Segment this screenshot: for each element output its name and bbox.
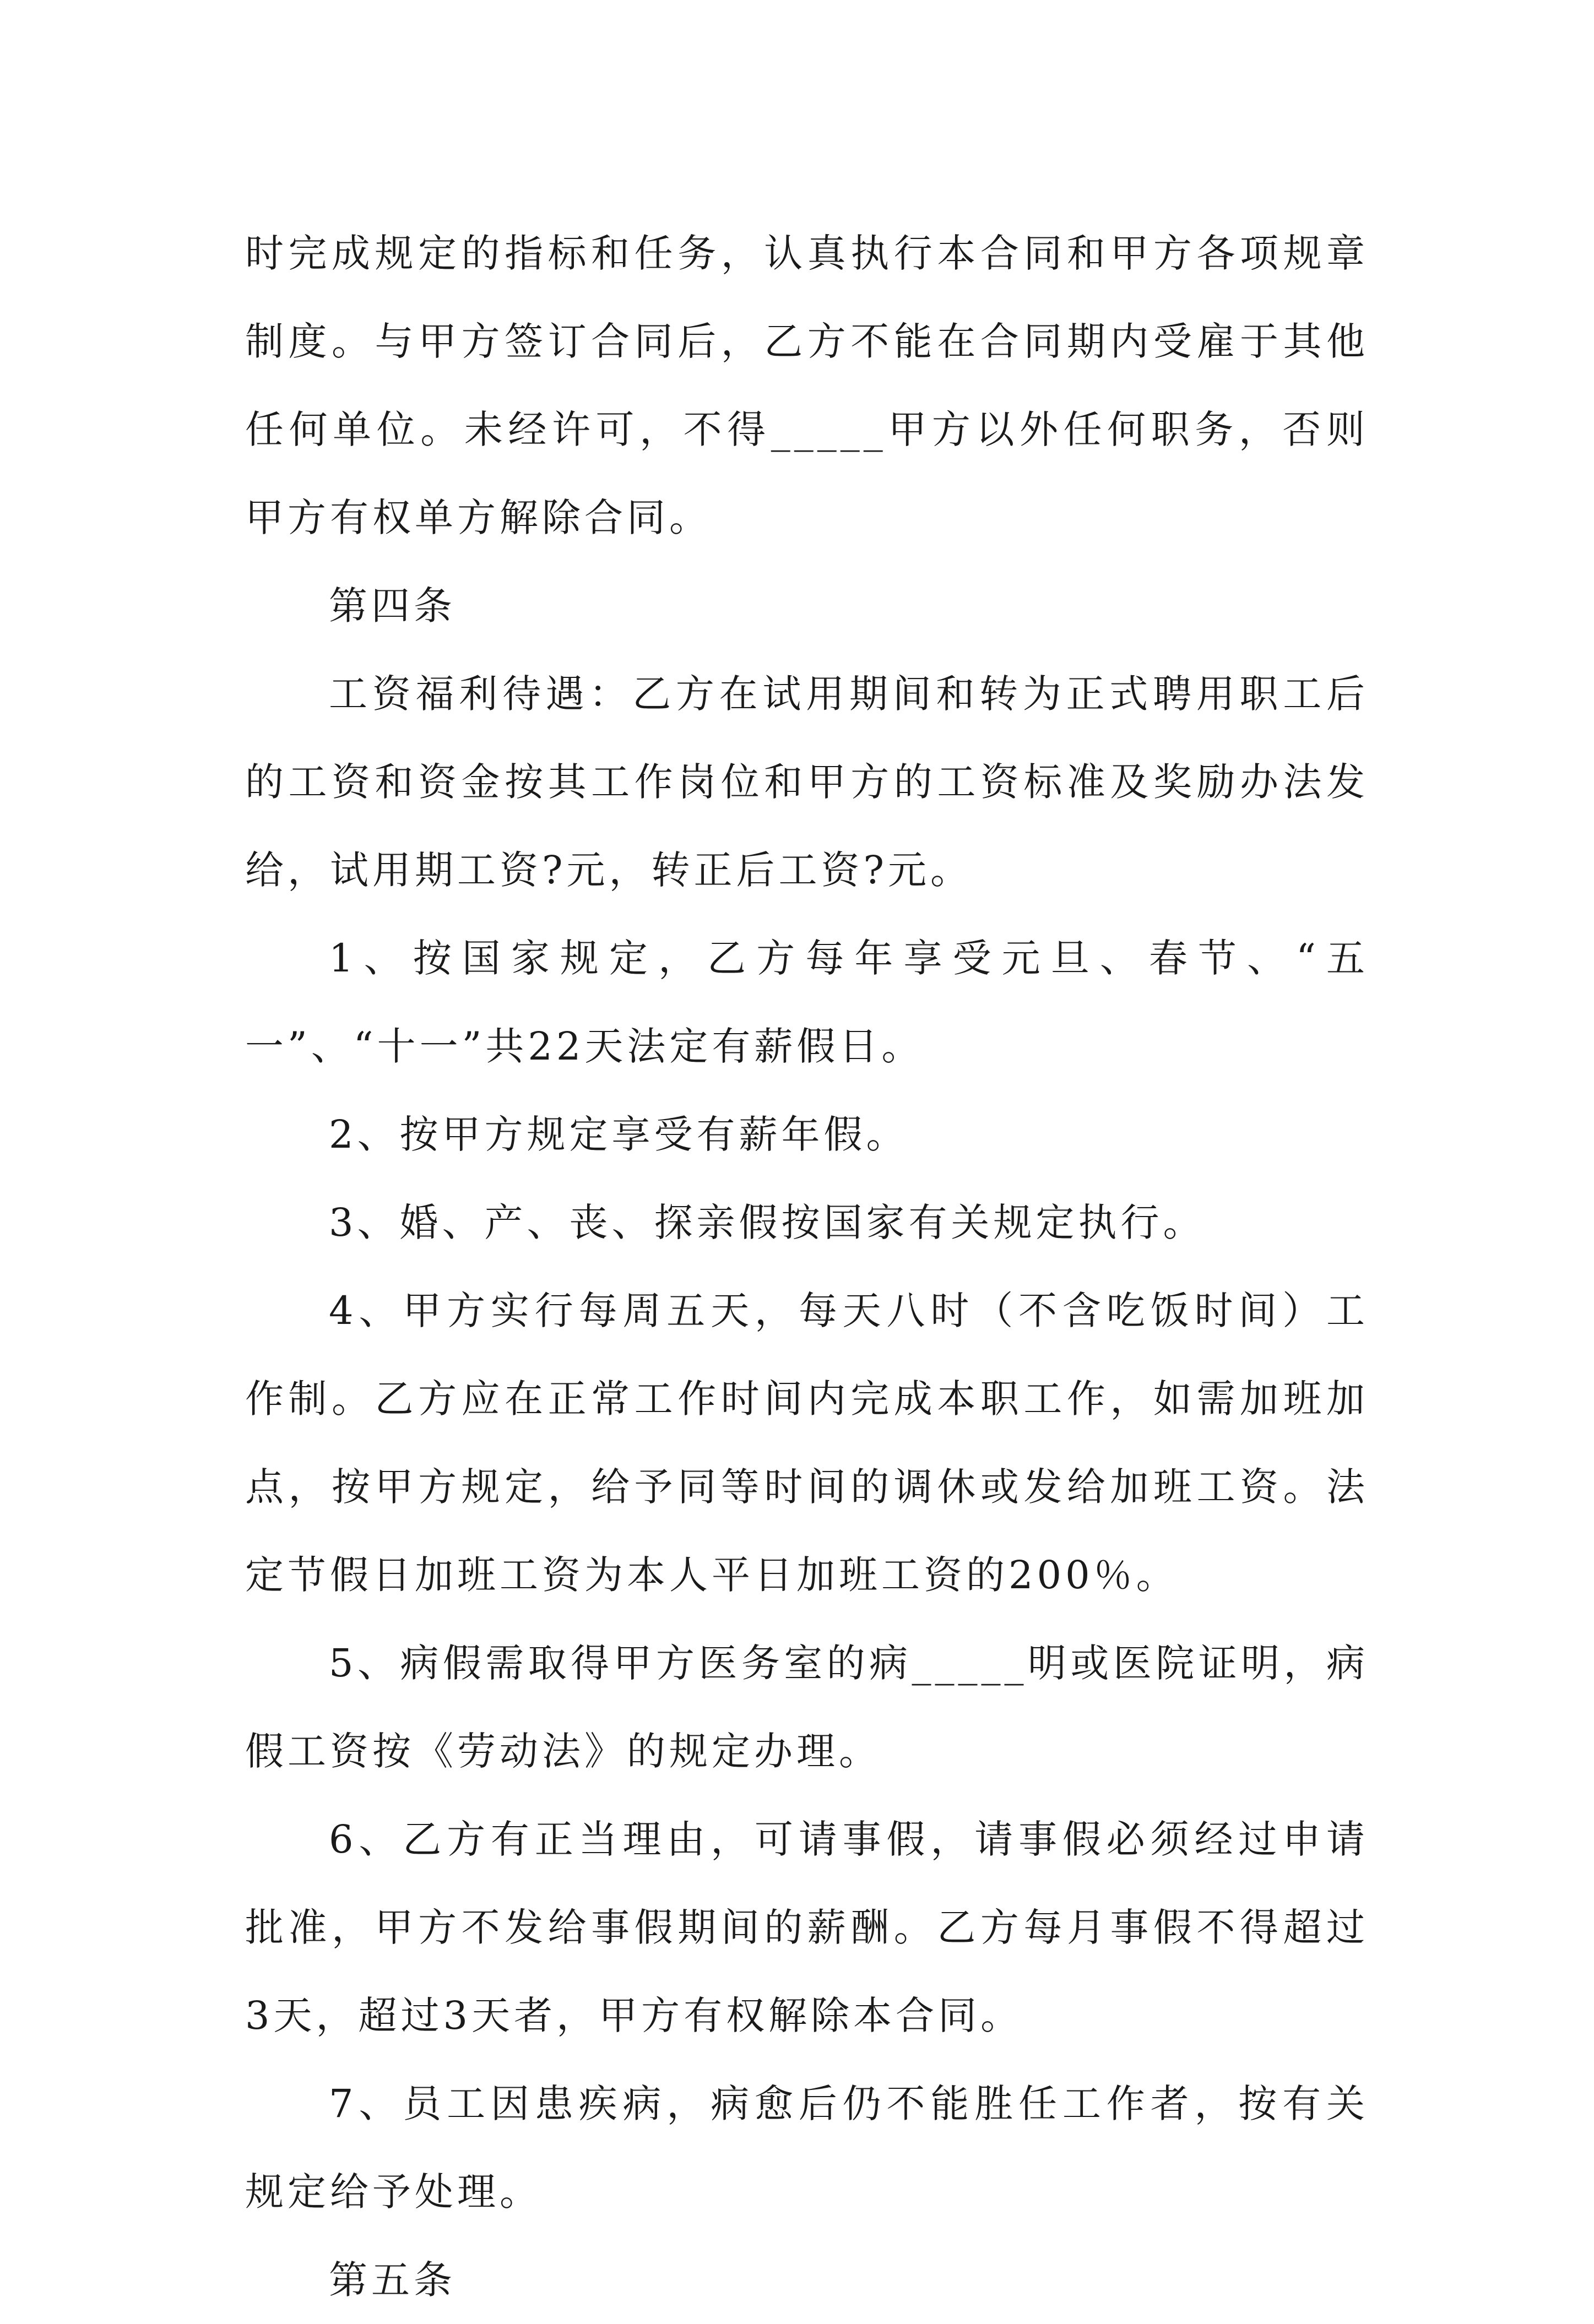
list-item-7: 7、员工因患疾病，病愈后仍不能胜任工作者，按有关规定给予处理。 bbox=[245, 2081, 1369, 2214]
list-item-2: 2、按甲方规定享受有薪年假。 bbox=[329, 1112, 909, 1157]
list-item-4: 4、甲方实行每周五天，每天八时（不含吃饭时间）工作制。乙方应在正常工作时间内完成本职工作，如需加班加点，按甲方规定，给予同等时间的调休或发给加班工资。法定节假日加班工资为本人平日加班工资的200％。 bbox=[245, 1288, 1369, 1598]
list-item-5: 5、病假需取得甲方医务室的病_____明或医院证明，病假工资按《劳动法》的规定办理。 bbox=[245, 1641, 1369, 1774]
paragraph-wages: 工资福利待遇：乙方在试用期间和转为正式聘用职工后的工资和资金按其工作岗位和甲方的工资标准及奖励办法发给，试用期工资?元，转正后工资?元。 bbox=[245, 671, 1369, 893]
list-item-3: 3、婚、产、丧、探亲假按国家有关规定执行。 bbox=[329, 1200, 1206, 1245]
list-item-6: 6、乙方有正当理由，可请事假，请事假必须经过申请批准，甲方不发给事假期间的薪酬。乙方每月事假不得超过3天，超过3天者，甲方有权解除本合同。 bbox=[245, 1817, 1369, 2038]
list-item-1: 1、按国家规定，乙方每年享受元旦、春节、“五一”、“十一”共22天法定有薪假日。 bbox=[245, 936, 1369, 1069]
paragraph-continuation: 时完成规定的指标和任务，认真执行本合同和甲方各项规章制度。与甲方签订合同后，乙方不能在合同期内受雇于其他任何单位。未经许可，不得_____甲方以外任何职务，否则甲方有权单方解除合同。 bbox=[245, 231, 1369, 540]
document-body bbox=[245, 209, 1369, 2324]
article-heading-5: 第五条 bbox=[329, 2257, 456, 2303]
article-heading-4: 第四条 bbox=[329, 583, 456, 628]
